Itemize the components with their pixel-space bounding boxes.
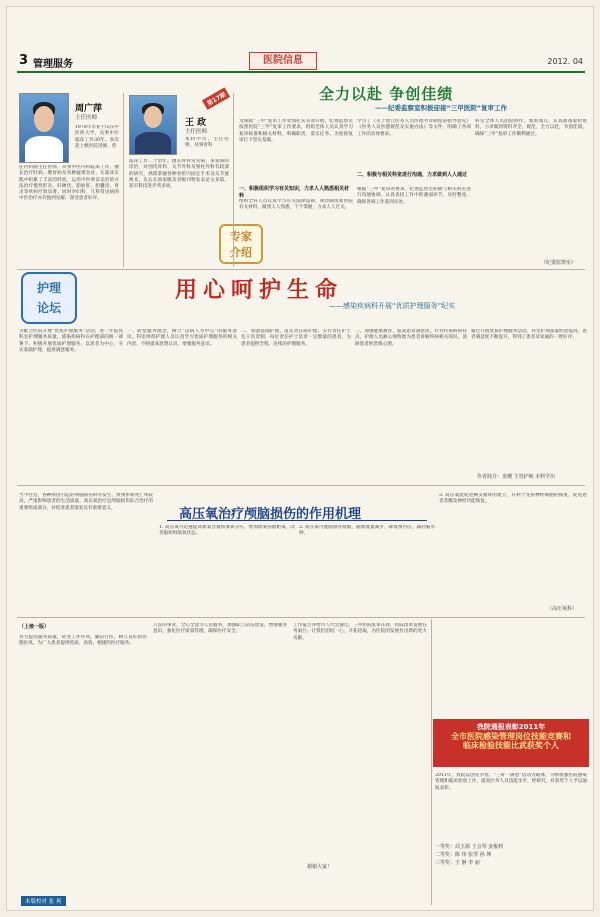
nursing-forum-line2: 论坛 xyxy=(36,301,61,315)
article4-col3: 工作报告并给市人代会通过。三甲医院复审在即，医院改革发展任务艰巨，让我们团结一心，开拓进取，为医院的发展作出新的更大贡献。 xyxy=(293,623,427,641)
page-header xyxy=(17,53,585,73)
page-number: 3 xyxy=(19,53,29,68)
profile-bio-2-cont: 临床工作二十余年。擅长骨科常见病、多发病的诊治，对创伤骨科、关节外科及脊柱外科有较深的研究，熟练掌握各种骨折内固定手术及关节置换术，先后在国家级及省级刊物发表论文多篇，获市科技进步奖多项。 xyxy=(129,159,229,190)
profile-title-2: 主任医师 xyxy=(185,129,208,135)
article1-col3: 科室全体人员团结协作，加班加点，认真准备迎检资料，力求做到资料齐全、规范，全力以赴，争创佳绩，确保“三甲”复审工作顺利通过。 xyxy=(475,119,587,137)
article2-headline: 用心呵护生命 xyxy=(175,278,344,303)
article1-headline: 全力以赴 争创佳绩 xyxy=(319,85,454,103)
award-winner-1: 一等奖：高玉源 王会琴 姜俊莉 xyxy=(435,844,504,850)
article2-col4: 三、加强健康教育，提高患者满意度。针对传染病的特点，护理人员耐心细致地为患者讲解疾病相关知识，消除患者的恐惧心理。 xyxy=(355,329,467,347)
article3-col3: 2. 高压氧可使脑血管收缩，脑血流量减少，降低颅内压，减轻脑水肿。 xyxy=(299,525,435,537)
issue-date: 2012. 04 xyxy=(547,57,583,66)
nursing-forum-line1: 护理 xyxy=(36,281,61,295)
article3-col1: 当今社会，各种原因引起的颅脑损伤时有发生，致残率和死亡率较高，严重影响患者的生活质量。高压氧治疗是颅脑损伤综合治疗的重要组成部分，对促进患者康复具有重要意义。 xyxy=(19,493,153,511)
article2-col5: 通过开展优质护理服务活动，科室护理质量明显提高，患者满意度不断提升，得到了患者及家属的一致好评。 xyxy=(471,329,587,341)
profile-bio-1: 1978年毕业于山东中医药大学，从事中医临床工作30年。多次赴上级医院进修，曾 xyxy=(75,125,119,149)
expert-intro-line2: 介绍 xyxy=(230,246,252,259)
section-title: 管理服务 xyxy=(33,59,73,70)
profile-name-1: 周广萍 xyxy=(75,104,103,114)
award-banner xyxy=(433,719,589,767)
award-winners xyxy=(435,843,587,893)
article2-col3: 二、加强基础护理，落实责任制护理。实行责任护士包干负责制，每位责任护士负责一定数量的患者，为患者提供全程、连续的护理服务。 xyxy=(241,329,351,347)
article1-col2: 学习了《关于建立医务人员医德考评制度的指导意见》《医务人员医德规范及实施办法》等文件，明确了各项工作的具体要求。 xyxy=(357,119,471,137)
article2-signature: 作者简介：龙珊 主管护师 本科学历 xyxy=(477,474,556,480)
article2-subtitle: ——感染疾病科开展“优质护理服务”纪实 xyxy=(329,302,456,310)
proofreader-tag: 本版校对 张 爽 xyxy=(21,896,66,906)
profile-bio-1-cont: 任内科副主任医师，从事中医内科临床工作，擅长治疗肝病、脾胃病及各种疑难杂症，在临床实践中积累了丰富的经验，运用中医辨证论治的方法治疗慢性肝炎、肝硬化、脂肪肝、胆囊炎、胃炎等疾病疗效显著。同时对妇科、儿科常见病的中医治疗亦有独到见解，深受患者好评。 xyxy=(19,165,119,202)
article1-subhead-1: 一、积极组织学习有关知识，力求人人熟悉相关材料 xyxy=(239,186,350,199)
profile-photo-1 xyxy=(19,93,69,163)
article4-label: （上接一版） xyxy=(19,624,50,630)
award-line1: 我院通报表彰2011年 xyxy=(476,723,546,731)
article3-col2: 1. 高压氧可迅速提高血氧含量和血氧分压，增加血氧弥散距离，改善脑组织缺氧状态。 xyxy=(159,525,295,537)
article1-col1-b: 组织全科人员认真学习有关法律法规、规章制度和医院有关材料，做到人人熟悉，个个掌握，力求人人过关。 xyxy=(239,199,353,211)
award-body: 2011年，我院以创先争优、“三好一满意”活动为载体，不断加强医院感染管理和临床检验工作，提高医务人员技能水平，经研究，对获奖个人予以通报表彰。 xyxy=(435,773,587,791)
nursing-forum-badge xyxy=(21,272,77,324)
award-winner-3: 三等奖：王 静 李 丽 xyxy=(435,860,480,866)
profile-name-2: 王 政 xyxy=(185,118,207,128)
article2-col2: 一、转变服务理念，树立“以病人为中心”的服务意识。科室组织护理人员认真学习优质护理服务的相关内容，不断提高思想认识，增强服务意识。 xyxy=(127,329,237,347)
article3-signature: （高压氧科） xyxy=(547,606,578,612)
article1-col1: 为保障“三甲”复审工作更加扎实有效开展，纪委监察室按照医院“三甲”复审工作要求，组织全体人员认真学习复审标准和相关材料，明确职责，落实任务，为迎接复审打下坚实基础。 xyxy=(239,119,353,143)
expert-intro-line1: 专家 xyxy=(230,230,252,243)
article1-subtitle: ——纪委监察室积极迎接“三甲医院”复审工作 xyxy=(375,104,508,112)
award-line2: 全市医院感染管理岗位技能竞赛和 xyxy=(451,732,571,741)
article3-col4: 3. 高压氧能促进侧支循环的建立，有利于受损神经细胞的恢复，促进患者苏醒及神经功能恢复。 xyxy=(439,493,587,505)
newspaper-page xyxy=(6,6,594,911)
profile-photo-2 xyxy=(129,95,177,155)
article3-headline: 高压氧治疗颅脑损伤的作用机理 xyxy=(179,507,362,522)
article4-col2: 人民的事业，全心全意为人民服务，加强职工队伍建设，增强服务意识，强化医疗质量管理，确保医疗安全。 xyxy=(153,623,287,635)
article1-subhead-2: 二、积极与相关科室进行沟通，力求做到人人通过 xyxy=(357,172,468,178)
newspaper-logo: 医院信息 xyxy=(249,52,317,70)
article4-col1: 努力提高服务质量，转变工作作风，廉洁行医，树立良好的医德医风，为广大患者提供优质、高效、便捷的医疗服务。 xyxy=(19,635,147,647)
article2-col1: 为配合医院开展“优质护理服务”活动，进一步提高科室护理服务质量，感染疾病科在护理部的统一部署下，积极开展优质护理服务，以患者为中心，夯实基础护理，提供满意服务。 xyxy=(19,329,123,353)
award-winner-2: 二等奖：陈 伟 张琴 孙 坤 xyxy=(435,852,492,858)
profile-bio-2: 本科学历，主任医师，从事骨科 xyxy=(185,137,229,149)
profile-title-1: 主任医师 xyxy=(75,115,98,121)
award-line3: 临床检验技能比武获奖个人 xyxy=(463,741,559,750)
article1-col2-b: 根据“三甲”复审的要求，纪委监察室积极与相关科室进行沟通协调，认真查找工作中的薄弱环节，及时整改，确保各项工作落到实处。 xyxy=(357,187,471,205)
issue-badge: 第17期 xyxy=(202,87,230,110)
article4-closing: 谢谢大家！ xyxy=(307,864,333,870)
article1-signature: （纪委监察室） xyxy=(541,260,577,266)
